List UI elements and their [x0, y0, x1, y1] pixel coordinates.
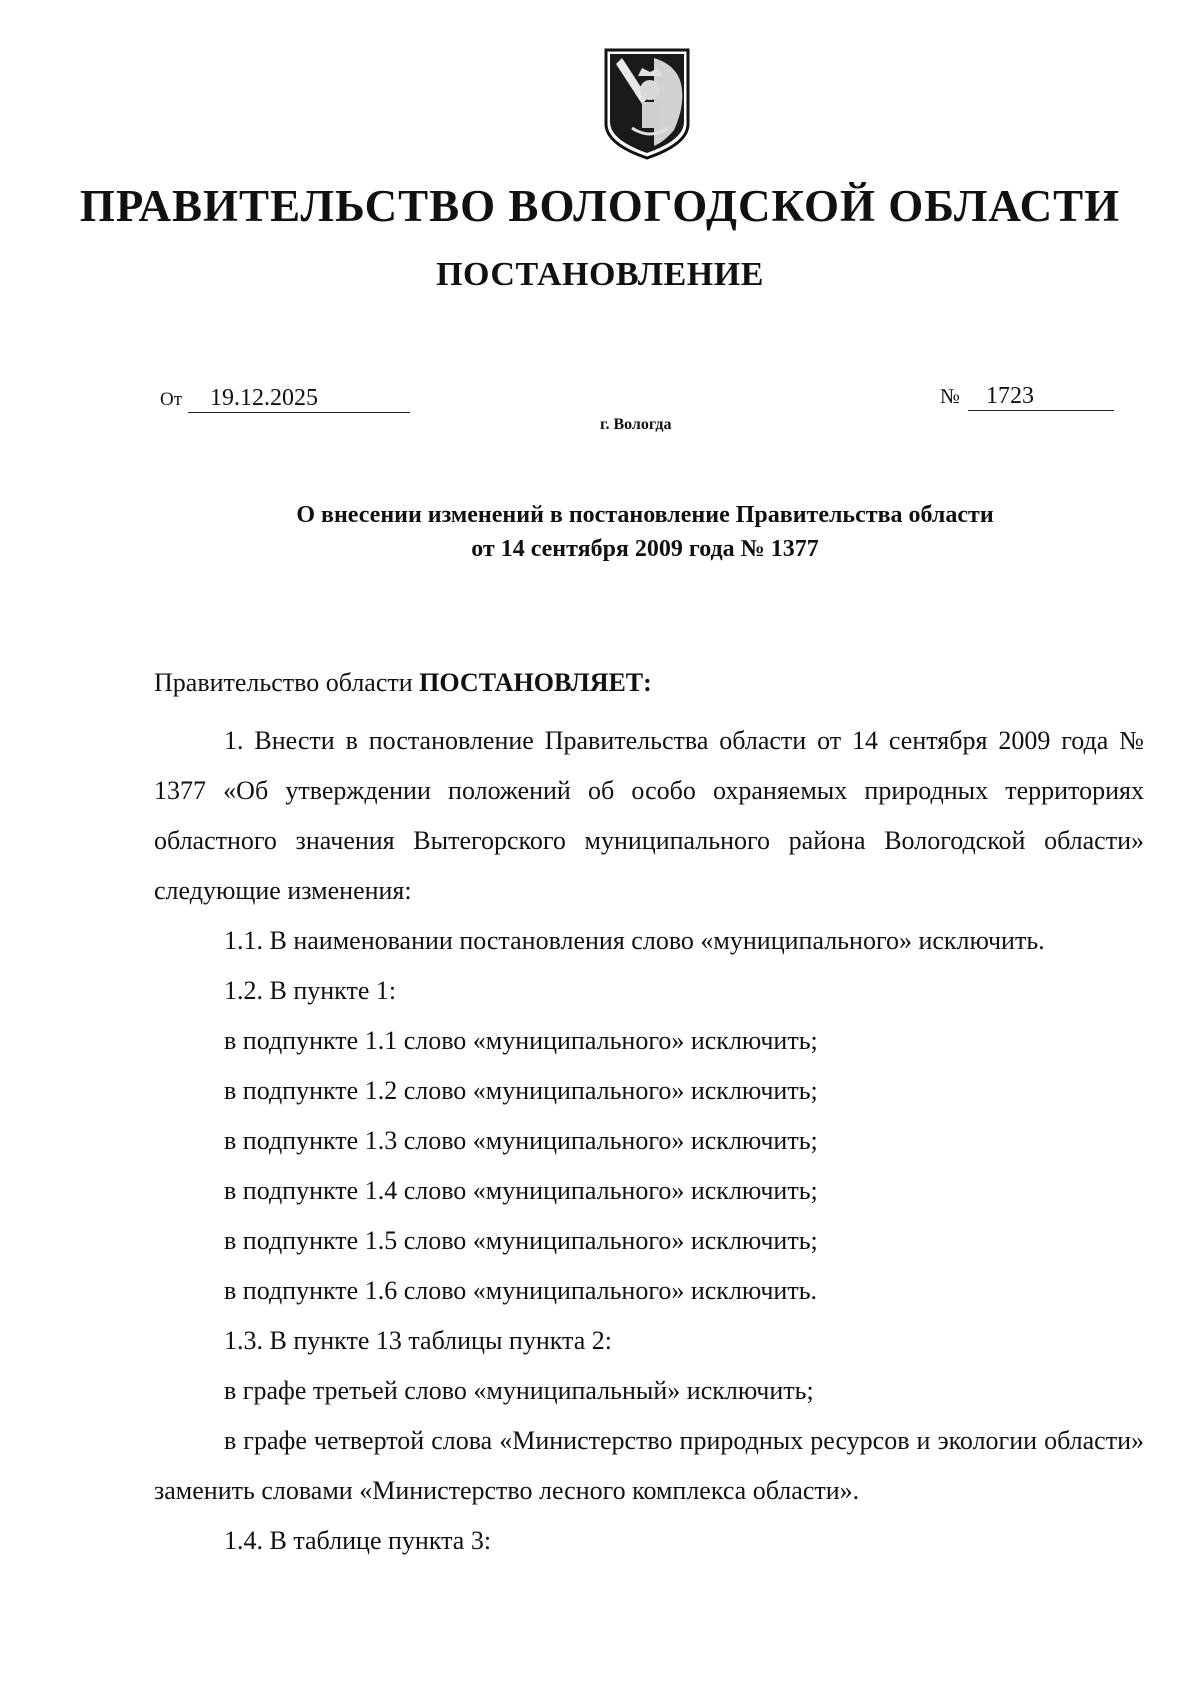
paragraph: 1.4. В таблице пункта 3: — [224, 1526, 492, 1555]
paragraph: 1.3. В пункте 13 таблицы пункта 2: — [224, 1326, 612, 1355]
city: г. Вологда — [600, 416, 672, 433]
document-type: ПОСТАНОВЛЕНИЕ — [436, 256, 764, 293]
document-body — [154, 658, 1144, 1566]
lead-decree: ПОСТАНОВЛЯЕТ: — [419, 668, 652, 697]
paragraph: в подпункте 1.6 слово «муниципального» исключить. — [224, 1276, 818, 1305]
document-subject — [0, 498, 1200, 566]
paragraph: в графе четвертой слова «Министерство природных ресурсов и экологии области» заменить словами «Министерство лесного комплекса области». — [154, 1426, 1144, 1505]
coat-of-arms-icon — [602, 46, 692, 160]
number-prefix: № — [940, 384, 961, 408]
paragraph: в подпункте 1.1 слово «муниципального» исключить; — [224, 1026, 818, 1055]
document-number: 1723 — [968, 383, 1114, 411]
lead-paragraph — [154, 658, 1144, 708]
paragraph: в подпункте 1.5 слово «муниципального» исключить; — [224, 1226, 818, 1255]
government-title: ПРАВИТЕЛЬСТВО ВОЛОГОДСКОЙ ОБЛАСТИ — [79, 181, 1121, 231]
paragraph: в подпункте 1.4 слово «муниципального» исключить; — [224, 1176, 818, 1205]
paragraph: в подпункте 1.3 слово «муниципального» исключить; — [224, 1126, 818, 1155]
paragraph: 1. Внести в постановление Правительства области от 14 сентября 2009 года № 1377 «Об утверждении положений об особо охраняемых природных территориях областного значения Вытегорского муниципального района Вологодской области» следующие изменения: — [154, 726, 1144, 905]
paragraph: в подпункте 1.2 слово «муниципального» исключить; — [224, 1076, 818, 1105]
lead-text: Правительство области — [154, 668, 420, 697]
number-row — [940, 383, 1114, 411]
paragraph: 1.2. В пункте 1: — [224, 976, 397, 1005]
subject-line: О внесении изменений в постановление Правительства области — [296, 502, 994, 528]
paragraph: в графе третьей слово «муниципальный» исключить; — [224, 1376, 814, 1405]
paragraph: 1.1. В наименовании постановления слово «муниципального» исключить. — [224, 926, 1045, 955]
date-prefix: От — [160, 389, 183, 410]
subject-line: от 14 сентября 2009 года № 1377 — [471, 536, 819, 562]
document-date: 19.12.2025 — [188, 385, 410, 413]
date-row — [160, 385, 410, 413]
